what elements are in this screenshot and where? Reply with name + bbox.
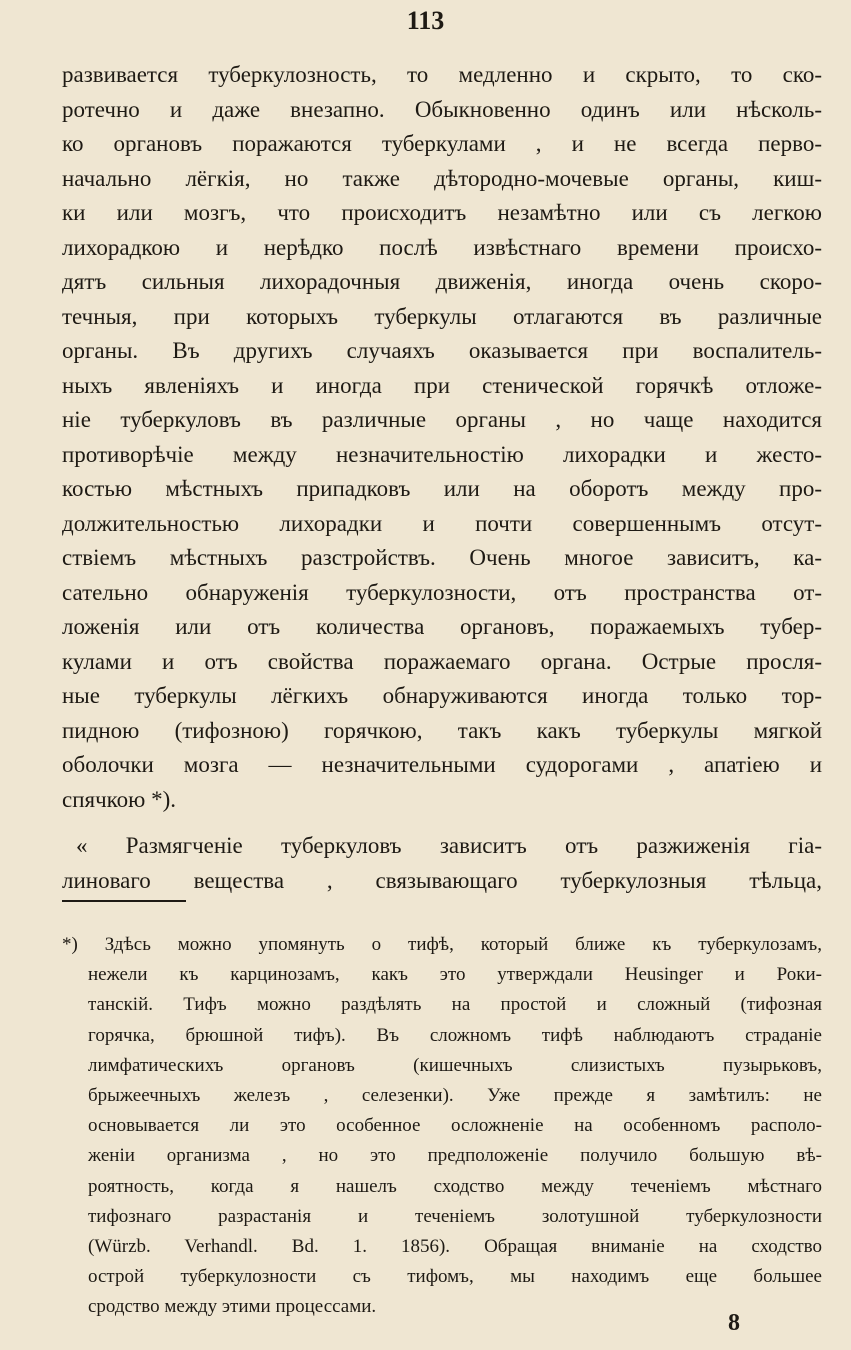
page-number: 113 [406, 6, 445, 35]
body-line: начально лёгкія, но также дѣтородно-мочевые органы, киш- [62, 165, 822, 191]
footnote-line: острой туберкулозности съ тифомъ, мы находимъ еще большее [88, 1266, 822, 1288]
footnote-line: горячка, брюшной тифъ). Въ сложномъ тифѣ наблюдаютъ страданіе [88, 1024, 822, 1046]
footnote-line: *) Здѣсь можно упомянуть о тифѣ, который ближе къ туберкулозамъ, [62, 934, 822, 955]
footnote-line: лимфатическихъ органовъ (кишечныхъ слизистыхъ пузырьковъ, [88, 1054, 822, 1076]
body-line: ротечно и даже внезапно. Обыкновенно одинъ или нѣсколь- [62, 96, 822, 122]
footnote-line: основывается ли это особенное осложненіе на особенномъ располо- [88, 1115, 822, 1137]
body-line: костью мѣстныхъ припадковъ или на оборотъ между про- [62, 476, 822, 501]
body-line: лихорадкою и нерѣдко послѣ извѣстнаго времени происхо- [62, 234, 822, 260]
signature-mark: 8 [728, 1310, 740, 1336]
body-line: течныя, при которыхъ туберкулы отлагаются въ различные [62, 303, 822, 329]
body-line: ствіемъ мѣстныхъ разстройствъ. Очень многое зависитъ, ка- [62, 545, 822, 570]
body-line: органы. Въ другихъ случаяхъ оказывается при воспалитель- [62, 338, 822, 363]
footnote-line: (Würzb. Verhandl. Bd. 1. 1856). Обращая вниманіе на сходство [88, 1236, 822, 1258]
footnote-line: танскій. Тифъ можно раздѣлять на простой и сложный (тифозная [88, 994, 822, 1016]
body-line: пидною (тифозною) горячкою, такъ какъ туберкулы мягкой [62, 717, 822, 743]
body-line: ки или мозгъ, что происходитъ незамѣтно или съ легкою [62, 200, 822, 225]
body-line: ніе туберкуловъ въ различные органы , но чаще находится [62, 407, 822, 432]
body-line: спячкою *). [62, 786, 177, 812]
body-line: кулами и отъ свойства поражаемаго органа. Острые просля- [62, 648, 822, 674]
main-text [62, 58, 822, 898]
body-line: ложенія или отъ количества органовъ, поражаемыхъ тубер- [62, 614, 822, 639]
footnote-line: сродство между этими процессами. [88, 1296, 377, 1318]
body-line: противорѣчіе между незначительностію лихорадки и жесто- [62, 441, 822, 467]
footnote [62, 930, 822, 1323]
paragraph-line: линоваго вещества , связывающаго туберкулозныя тѣльца, [62, 867, 822, 893]
body-line: сательно обнаруженія туберкулозности, отъ пространства от- [62, 579, 822, 605]
footnote-line: роятность, когда я нашелъ сходство между теченіемъ мѣстнаго [88, 1175, 822, 1197]
body-line: должительностью лихорадки и почти совершеннымъ отсут- [62, 510, 822, 536]
footnote-separator [62, 900, 186, 902]
body-line: ные туберкулы лёгкихъ обнаруживаются иногда только тор- [62, 683, 822, 708]
body-line: ко органовъ поражаются туберкулами , и не всегда перво- [62, 131, 822, 156]
footnote-line: женіи организма , но это предположеніе получило большую вѣ- [88, 1145, 822, 1167]
footnote-line: тифознаго разрастанія и теченіемъ золотушной туберкулозности [88, 1205, 822, 1227]
footnote-line: брыжеечныхъ железъ , селезенки). Уже прежде я замѣтилъ: не [88, 1085, 822, 1107]
footnote-line: нежели къ карцинозамъ, какъ это утверждали Heusinger и Роки- [88, 964, 822, 986]
body-line: дятъ сильныя лихорадочныя движенія, иногда очень скоро- [62, 269, 822, 294]
paragraph-line: « Размягченіе туберкуловъ зависитъ отъ разжиженія гіа- [76, 833, 822, 858]
body-line: ныхъ явленіяхъ и иногда при стенической горячкѣ отложе- [62, 372, 822, 398]
body-line: развивается туберкулозность, то медленно и скрыто, то ско- [62, 62, 822, 87]
body-line: оболочки мозга — незначительными судорогами , апатіею и [62, 752, 822, 777]
